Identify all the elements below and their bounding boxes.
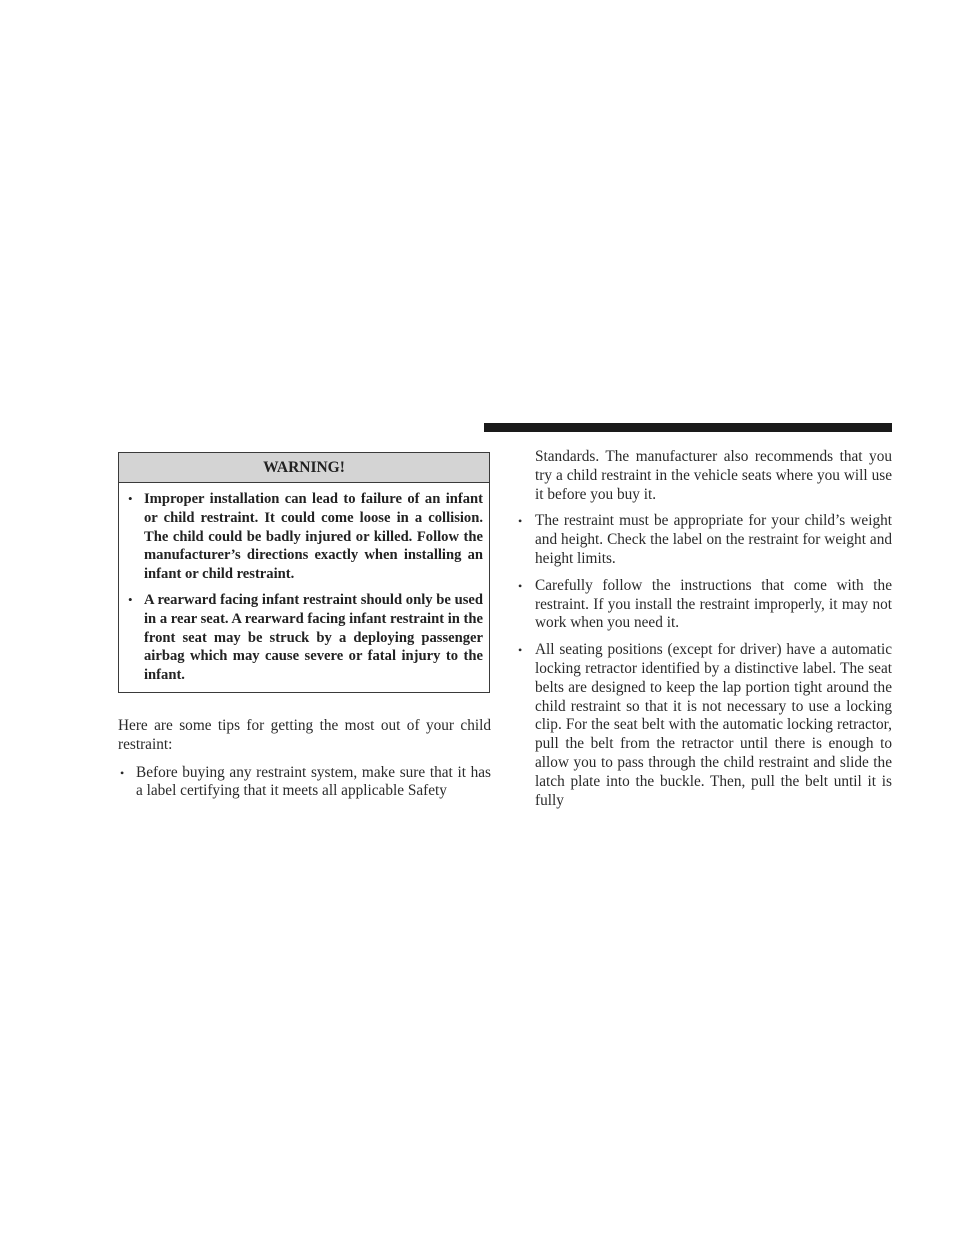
section-rule [484, 423, 892, 432]
list-item [516, 577, 892, 633]
warning-item [127, 490, 483, 584]
warning-box [118, 452, 490, 693]
list-item-text: Before buying any restraint system, make sure that it has a label certifying that it meets all applicable Safety [136, 763, 491, 800]
bullet-icon: • [128, 591, 133, 607]
list-item [516, 641, 892, 810]
bullet-icon: • [518, 514, 523, 529]
warning-list [119, 483, 489, 685]
left-column [118, 717, 491, 801]
bullet-icon: • [128, 491, 133, 506]
list-item-text: The restraint must be appropriate for your child’s weight and height. Check the label on the restraint for weight and height limits. [535, 512, 892, 567]
tips-list [118, 764, 491, 802]
bullet-icon: • [518, 578, 523, 593]
warning-item-text: A rearward facing infant restraint should only be used in a rear seat. A rearward facing infant restraint in the front seat may be struck by a deploying passenger airbag which may cause severe or fatal injury to the infant. [144, 591, 484, 684]
list-item-text: All seating positions (except for driver) have a automatic locking retractor identified by a distinctive label. The seat belts are designed to keep the lap portion tight around the child restraint so that it is not necessary to use a locking clip. For the seat belt with the automatic locking retractor, pull the belt from the retractor until there is enough to allow you to pass through the child restraint and slide the latch plate into the buckle. Then, pull the belt until it is fully [535, 641, 892, 809]
bullet-icon: • [120, 765, 125, 780]
warning-title: WARNING! [119, 453, 489, 483]
warning-item-text: Improper installation can lead to failure of an infant or child restraint. It could come loose in a collision. The child could be badly injured or killed. Follow the manufacturer’s directions exactly when installing an infant or child restraint. [144, 491, 483, 583]
intro-paragraph: Here are some tips for getting the most out of your child restraint: [118, 717, 491, 753]
right-column [516, 448, 892, 818]
bullet-icon: • [518, 643, 523, 658]
list-item [118, 764, 491, 802]
continuation-paragraph: Standards. The manufacturer also recommends that you try a child restraint in the vehicle seats where you will use it before you buy it. [535, 448, 892, 503]
list-item [516, 512, 892, 568]
list-item-text: Carefully follow the instructions that come with the restraint. If you install the restraint improperly, it may not work when you need it. [535, 576, 892, 632]
tips-list-continued [516, 512, 892, 810]
warning-item [127, 591, 483, 685]
